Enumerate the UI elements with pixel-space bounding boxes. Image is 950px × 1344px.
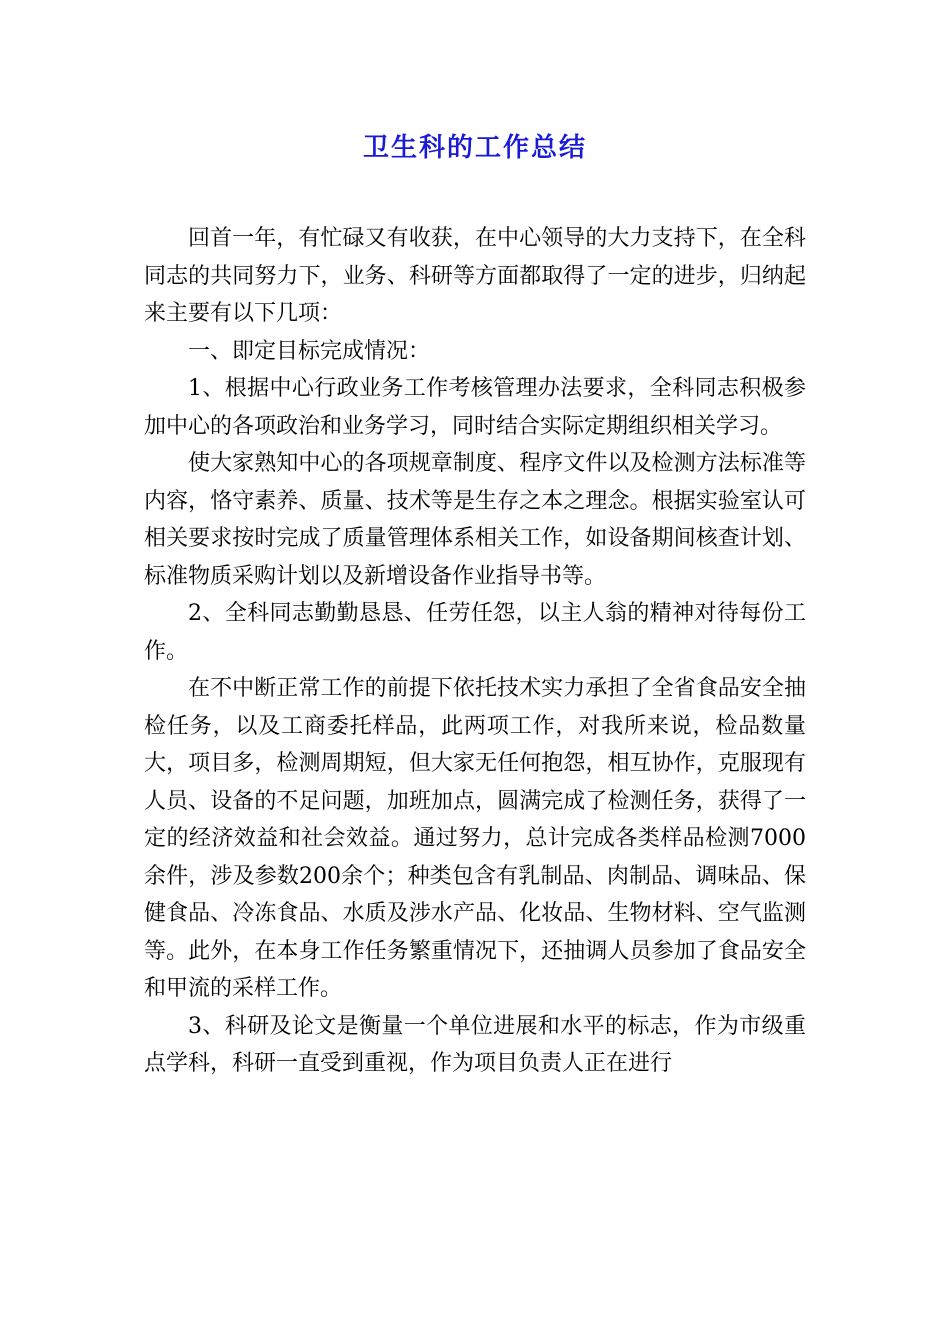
paragraph-item-3: 3、科研及论文是衡量一个单位进展和水平的标志，作为市级重点学科，科研一直受到重视，作为项目负责人正在进行 xyxy=(144,1013,806,1076)
paragraph-item-1: 1、根据中心行政业务工作考核管理办法要求，全科同志积极参加中心的各项政治和业务学习，同时结合实际定期组织相关学习。 xyxy=(144,376,806,439)
paragraph-section-heading: 一、即定目标完成情况： xyxy=(188,338,431,364)
paragraph-intro: 回首一年，有忙碌又有收获，在中心领导的大力支持下，在全科同志的共同努力下，业务、科研等方面都取得了一定的进步，归纳起来主要有以下几项： xyxy=(144,226,806,326)
document-body xyxy=(144,220,806,1083)
paragraph-item-2: 2、全科同志勤勤恳恳、任劳任怨，以主人翁的精神对待每份工作。 xyxy=(144,601,806,664)
paragraph-item-1-detail: 使大家熟知中心的各项规章制度、程序文件以及检测方法标准等内容，恪守素养、质量、技术等是生存之本之理念。根据实验室认可相关要求按时完成了质量管理体系相关工作，如设备期间核查计划、标准物质采购计划以及新增设备作业指导书等。 xyxy=(144,451,806,589)
document-title: 卫生科的工作总结 xyxy=(362,133,587,163)
paragraph-item-2-detail: 在不中断正常工作的前提下依托技术实力承担了全省食品安全抽检任务，以及工商委托样品，此两项工作，对我所来说，检品数量大，项目多，检测周期短，但大家无任何抱怨，相互协作，克服现有人员、设备的不足问题，加班加点，圆满完成了检测任务，获得了一定的经济效益和社会效益。通过努力，总计完成各类样品检测7000余件，涉及参数200余个；种类包含有乳制品、肉制品、调味品、保健食品、冷冻食品、水质及涉水产品、化妆品、生物材料、空气监测等。此外，在本身工作任务繁重情况下，还抽调人员参加了食品安全和甲流的采样工作。 xyxy=(144,676,806,1001)
